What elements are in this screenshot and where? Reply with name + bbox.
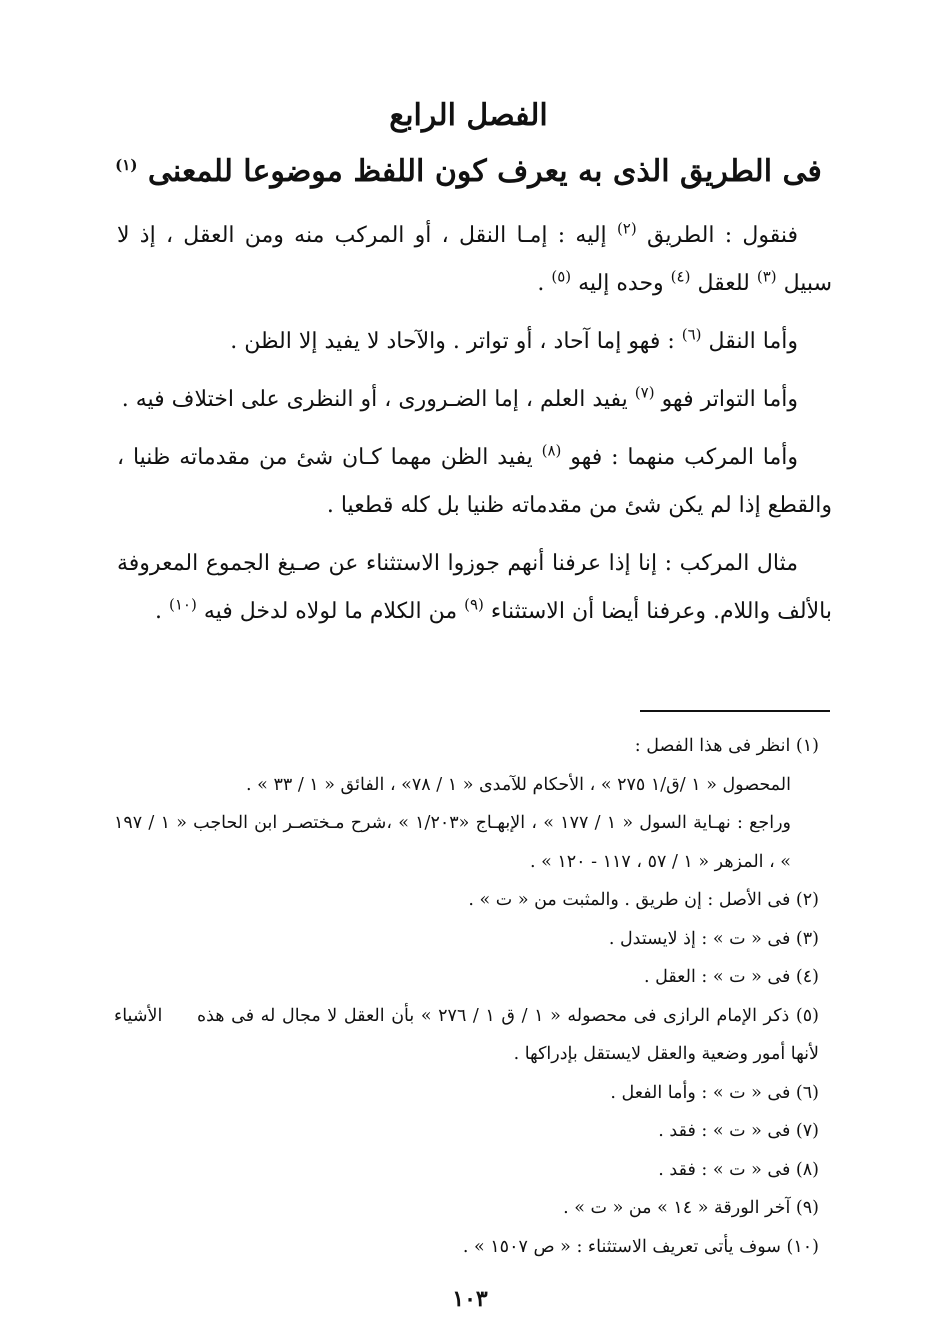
text-run: .	[154, 599, 162, 624]
footnote-8: (٨) فى « ت » : فقد .	[658, 1159, 819, 1180]
page-number: ١٠٣	[452, 1286, 488, 1312]
footnote-ref-6: (٦)	[681, 325, 702, 344]
footnote-ref-7: (٧)	[634, 383, 655, 402]
text-run: وأما المركب منهما : فهو	[570, 445, 798, 470]
chapter-title: الفصل الرابع	[389, 98, 548, 133]
footnote-6: (٦) فى « ت » : وأما الفعل .	[610, 1082, 819, 1103]
footnote-ref-10: (١٠)	[168, 595, 197, 614]
paragraph-path	[117, 212, 832, 308]
footnote-divider	[640, 710, 830, 712]
text-run: وأما التواتر فهو	[661, 387, 798, 412]
paragraph-mutawatir	[117, 376, 832, 424]
footnote-5-continuation: الأشياء لأنها أمور وضعية والعقل لايستقل بإدراكها .	[114, 1005, 819, 1064]
footnote-ref-2: (٢)	[616, 219, 637, 238]
footnote-ref-3: (٣)	[756, 267, 777, 286]
paragraph-transmission	[117, 318, 832, 366]
footnote-3: (٣) فى « ت » : إذ لايستدل .	[608, 928, 819, 949]
text-run: إليه : إمـا النقل ، أو المركب منه ومن العقل ، إذ لا سبيل	[117, 223, 832, 296]
footnote-ref-5: (٥)	[551, 267, 572, 286]
footnote-1: (١) انظر فى هذا الفصل :	[634, 736, 819, 756]
text-run: من الكلام ما لولاه لدخل فيه	[203, 599, 458, 624]
paragraph-example	[117, 540, 832, 636]
text-run: وحده إليه	[578, 271, 664, 296]
text-run: : فهو إما آحاد ، أو تواتر . والآحاد لا يفيد إلا الظن .	[230, 329, 675, 354]
footnote-ref-4: (٤)	[670, 267, 691, 286]
footnote-10: (١٠) سوف يأتى تعريف الاستثناء : « ص ١٥٠٧ » .	[462, 1236, 819, 1257]
main-text	[117, 212, 832, 636]
text-run: وأما النقل	[708, 329, 798, 354]
text-run: .	[537, 271, 545, 296]
footnote-1-references: المحصول « ١ /ق/١ ٢٧٥ » ، الأحكام للآمدى « ١ / ٧٨» ، الفائق « ١ / ٣٣ » .	[246, 774, 791, 795]
footnote-ref-1: (١)	[115, 156, 138, 174]
paragraph-compound	[117, 434, 832, 530]
text-run: يفيد العلم ، إما الضـرورى ، أو النظرى على اختلاف فيه .	[121, 387, 628, 412]
text-run: فنقول : الطريق	[646, 223, 798, 248]
text-run: للعقل	[697, 271, 750, 296]
footnote-9: (٩) آخر الورقة « ١٤ » من « ت » .	[563, 1198, 819, 1218]
footnote-7: (٧) فى « ت » : فقد .	[658, 1121, 819, 1141]
text-run: مثال المركب : إنا إذا عرفنا أنهم جوزوا الاستثناء عن صـيغ الجموع المعروفة بالألف واللام. وعرفنا أيضا أن الاستثناء	[117, 551, 832, 624]
chapter-subtitle	[100, 152, 837, 192]
text-run: يفيد الظن مهما كـان شئ من مقدماته ظنيا ، والقطع إذا لم يكن شئ من مقدماته ظنيا بل كله قطعيا .	[117, 445, 832, 518]
footnote-ref-9: (٩)	[464, 595, 484, 614]
footnote-5-text: (٥) ذكر الإمام الرازى فى محصوله « ١ / ق ١ / ٢٧٦ » بأن العقل لا مجال له فى هذه	[196, 1005, 819, 1026]
footnote-ref-8: (٨)	[541, 441, 562, 460]
chapter-subtitle-text: فى الطريق الذى به يعرف كون اللفظ موضوعا للمعنى	[147, 154, 822, 189]
footnote-1-see-also: وراجع : نهـاية السول « ١ / ١٧٧ » ، الإبهـاج «١/٢٠٣ » ،شرح مـختصـر ابن الحاجب « ١ / ١٩٧ » ، المزهر « ١ / ٥٧ ، ١١٧ - ١٢٠ » .	[114, 813, 791, 872]
footnote-5	[114, 997, 819, 1074]
footnote-4: (٤) فى « ت » : العقل .	[643, 967, 819, 987]
footnote-2: (٢) فى الأصل : إن طريق . والمثبت من « ت » .	[468, 890, 819, 910]
footnotes	[114, 727, 819, 1266]
